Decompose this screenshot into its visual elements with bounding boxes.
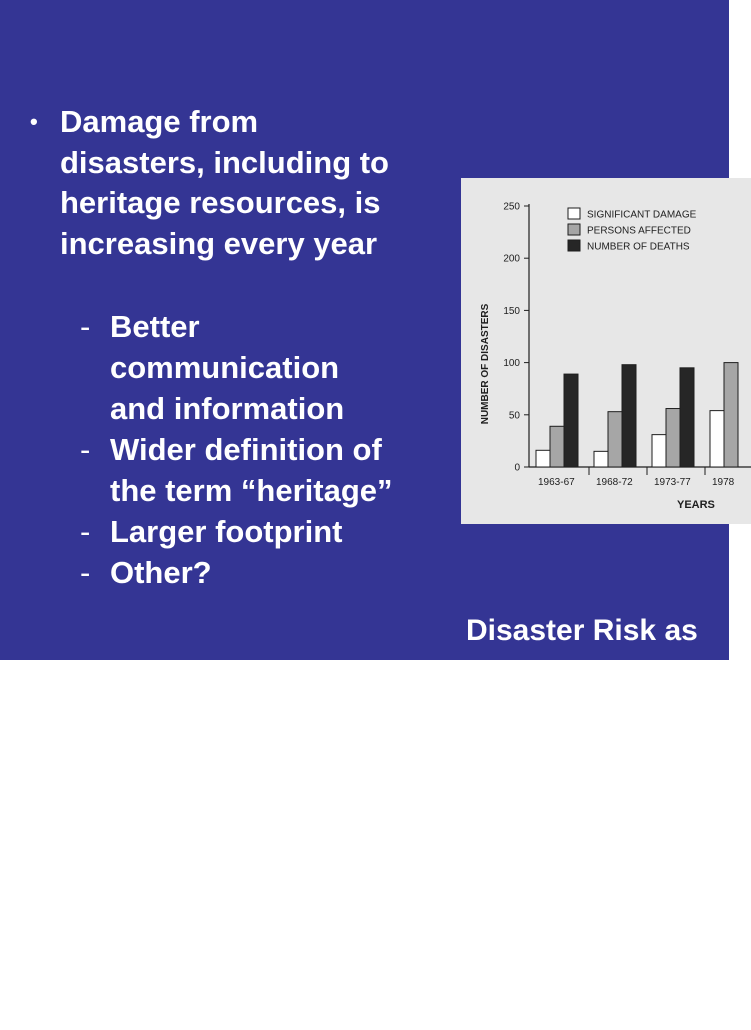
dash-bullet-icon: - <box>80 309 91 344</box>
y-tick-label: 150 <box>503 305 520 317</box>
bar <box>594 451 608 467</box>
y-tick-label: 250 <box>503 201 520 213</box>
disaster-chart-panel <box>461 178 751 524</box>
dash-bullet-icon: - <box>80 555 91 590</box>
legend-label: SIGNIFICANT DAMAGE <box>587 209 697 221</box>
sub-bullet-line: Better <box>110 309 200 344</box>
bar <box>710 411 724 467</box>
legend-label: PERSONS AFFECTED <box>587 225 691 237</box>
y-axis-title: NUMBER OF DISASTERS <box>480 303 491 425</box>
y-tick-label: 0 <box>514 462 520 474</box>
main-bullet-line: heritage resources, is <box>60 185 381 220</box>
y-tick-label: 50 <box>508 410 520 422</box>
main-bullet-line: Damage from <box>60 104 259 139</box>
bar <box>666 409 680 467</box>
sub-bullet-line: Wider definition of <box>110 432 382 467</box>
sub-bullet-list <box>80 306 430 593</box>
sub-bullet-larger-footprint <box>80 511 430 552</box>
x-tick-label: 1963-67 <box>538 477 575 488</box>
bar <box>564 374 578 467</box>
bar <box>608 412 622 467</box>
bar <box>724 363 738 467</box>
sub-bullet-line: communication <box>110 350 340 385</box>
legend-swatch <box>568 208 580 219</box>
legend-swatch <box>568 224 580 235</box>
main-bullet-line: increasing every year <box>60 225 378 261</box>
y-tick-label: 200 <box>503 253 520 265</box>
x-axis-title: YEARS <box>677 499 715 511</box>
chart-caption: Disaster Risk as <box>466 614 698 647</box>
sub-bullet-line: and information <box>110 391 345 426</box>
sub-bullet-wider-definition <box>80 429 430 511</box>
sub-bullet-better-communication <box>80 306 430 429</box>
main-bullet-text <box>60 102 440 264</box>
dash-bullet-icon: - <box>80 514 91 549</box>
bar <box>652 435 666 467</box>
legend-swatch <box>568 240 580 251</box>
bar <box>536 450 550 467</box>
sub-bullet-line: the term “heritage” <box>110 473 393 508</box>
bar <box>622 365 636 467</box>
sub-bullet-other <box>80 552 430 593</box>
main-bullet-line: disasters, including to <box>60 144 389 180</box>
sub-bullet-line: Other? <box>110 555 212 590</box>
bar <box>680 368 694 467</box>
bullet-dot-icon: • <box>30 109 38 134</box>
legend-label: NUMBER OF DEATHS <box>587 241 690 253</box>
x-tick-label: 1973-77 <box>654 477 691 488</box>
x-tick-label: 1978 <box>712 477 735 488</box>
bar <box>550 426 564 467</box>
sub-bullet-line: Larger footprint <box>110 514 343 549</box>
dash-bullet-icon: - <box>80 432 91 467</box>
y-tick-label: 100 <box>503 358 520 370</box>
x-tick-label: 1968-72 <box>596 477 633 488</box>
disaster-bar-chart <box>461 178 751 524</box>
